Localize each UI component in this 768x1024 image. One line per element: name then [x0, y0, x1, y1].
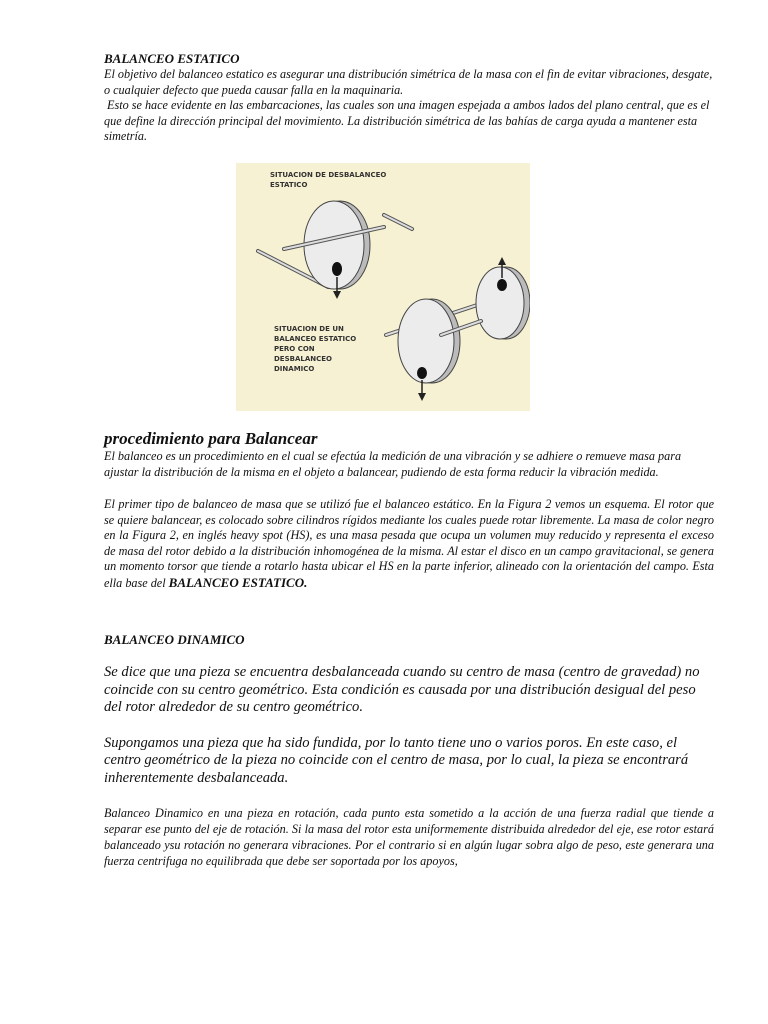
section-procedimiento [104, 429, 714, 591]
caption-dynamic-line4: DESBALANCEO [274, 355, 332, 363]
heading-balanceo-dinamico: BALANCEO DINAMICO [104, 632, 245, 647]
heavy-spot [497, 279, 507, 291]
disk-face [476, 267, 524, 339]
caption-dynamic-line2: BALANCEO ESTATICO [274, 335, 357, 343]
disk-face [304, 201, 364, 289]
balanceo-figure [236, 163, 530, 411]
paragraph-desbalanceada: Se dice que una pieza se encuentra desbalanceada cuando su centro de masa (centro de gravedad) no coincide con su centro geométrico. Esta condición es causada por una distribución desigual del peso del rotor alrededor de su centro geométrico. [104, 664, 700, 715]
paragraph-procedimiento: El balanceo es un procedimiento en el cual se efectúa la medición de una vibración y se adhiere o remueve masa para ajustar la distribución de la misma en el objeto a balancear, pudiendo de esta forma reducir la vibración medida. [104, 449, 682, 479]
paragraph-embarcaciones: Esto se hace evidente en las embarcaciones, las cuales son una imagen espejada a ambos lados del plano central, que es el que define la dirección principal del movimiento. La distribución simétrica de las bahías de carga ayuda a mantener esta simetría. [104, 98, 713, 143]
section-balanceo-estatico [104, 51, 714, 145]
paragraph-primer-tipo [104, 497, 714, 591]
heading-procedimiento: procedimiento para Balancear [104, 429, 318, 448]
caption-dynamic-line1: SITUACION DE UN [274, 325, 344, 333]
paragraph-objetivo: El objetivo del balanceo estatico es asegurar una distribución simétrica de la masa con el fin de evitar vibraciones, desgate, o cualquier defecto que pueda causar falla en la maquinaria. [104, 67, 713, 97]
caption-dynamic-line5: DINAMICO [274, 365, 315, 373]
caption-static-line2: ESTATICO [270, 181, 308, 189]
paragraph-primer-tipo-bold: BALANCEO ESTATICO. [168, 574, 308, 590]
heavy-spot [332, 262, 342, 276]
caption-dynamic-line3: PERO CON [274, 345, 315, 353]
section-balanceo-dinamico [104, 632, 714, 869]
paragraph-rotacion: Balanceo Dinamico en una pieza en rotación, cada punto esta sometido a la acción de una fuerza radial que tiende a separar ese punto del eje de rotación. Si la masa del rotor esta uniformemente distribuida alrededor del eje, ese rotor estará balanceado ysu rotación no generara vibraciones. Por el contrario si en algún lugar sobra algo de peso, este generara una fuerza centrifuga no equilibrada que debe ser soportada por los apoyos, [104, 806, 714, 868]
paragraph-primer-tipo-text: El primer tipo de balanceo de masa que se utilizó fue el balanceo estático. En la Figura 2 vemos un esquema. El rotor que se quiere balancear, es colocado sobre cilindros rígidos mediante los cuales puede rotar libremente. La masa de color negro en la Figura 2, en inglés heavy spot (HS), es una masa pesada que ocupa un volumen muy reducido y representa el exceso de masa del rotor debido a la distribución inhomogénea de la misma. Al estar el disco en un campo gravitacional, se genera un momento torsor que tiende a rotarlo hasta ubicar el HS en la parte inferior, alineado con la orientación del campo. Esta ella base del [104, 497, 714, 590]
heading-balanceo-estatico: BALANCEO ESTATICO [104, 51, 240, 66]
paragraph-pieza-fundida: Supongamos una pieza que ha sido fundida, por lo tanto tiene uno o varios poros. En este caso, el centro geométrico de la pieza no coincide con el centro de masa, por lo cual, la pieza se encontrará inherentemente desbalanceada. [104, 734, 689, 786]
caption-static-line1: SITUACION DE DESBALANCEO [270, 171, 387, 179]
heavy-spot [417, 367, 427, 379]
